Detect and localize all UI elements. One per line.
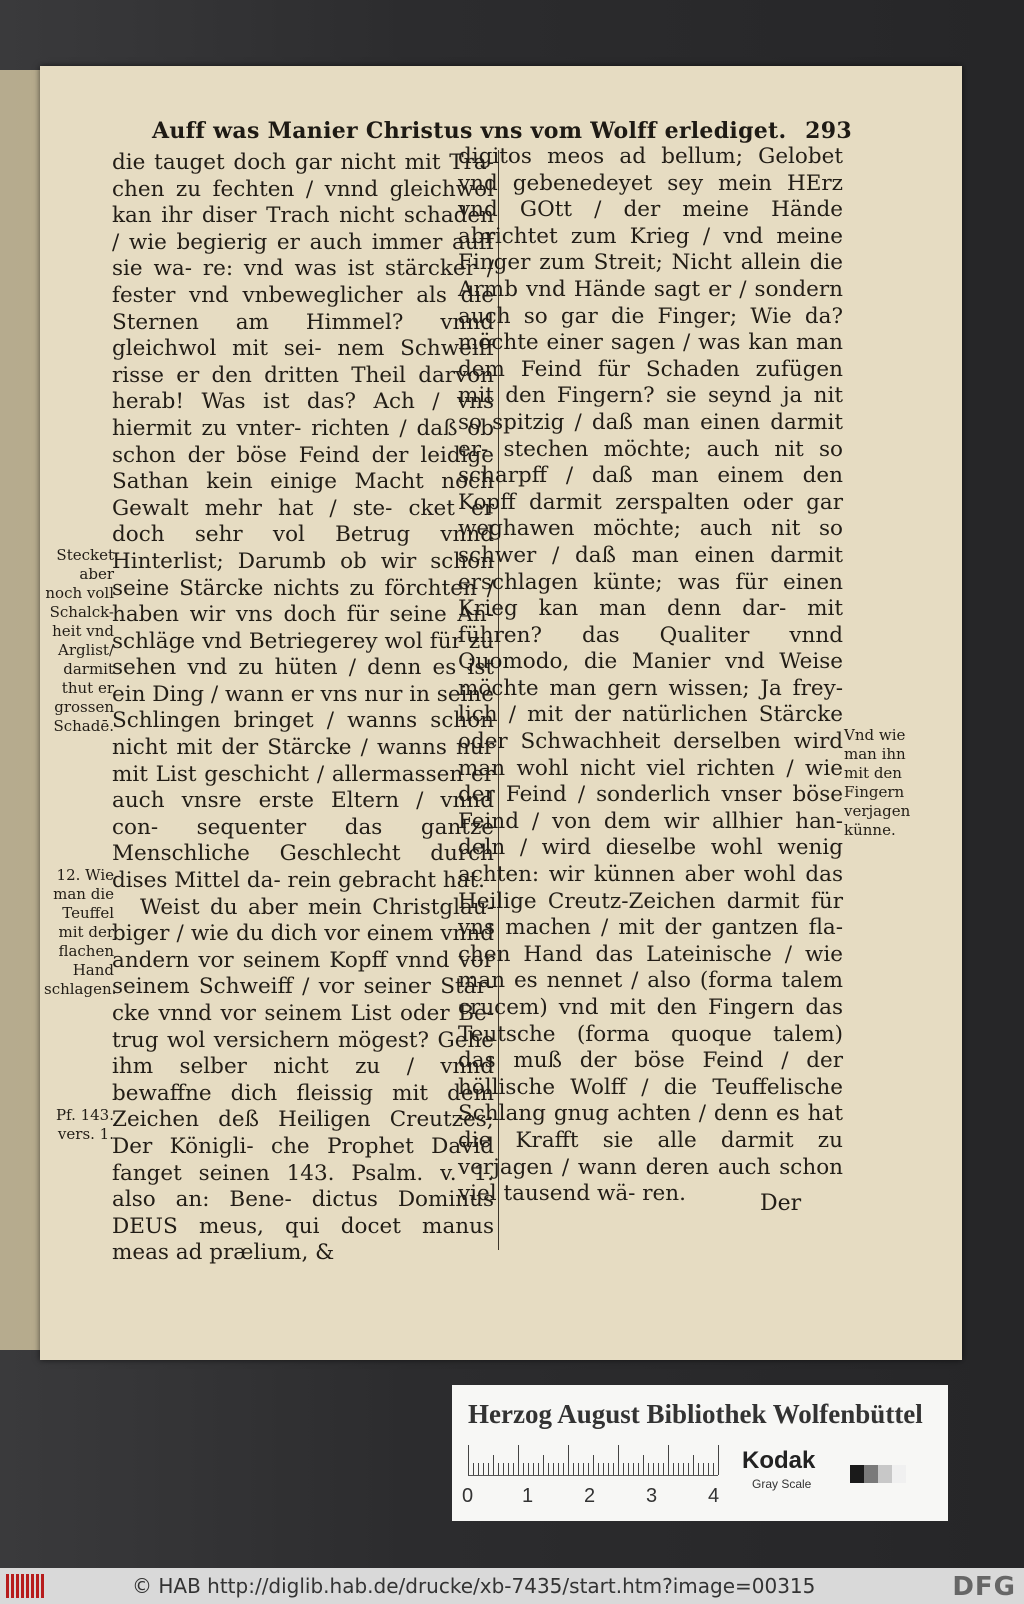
ruler-tick — [528, 1463, 529, 1475]
gray-swatch-white — [892, 1465, 906, 1483]
ruler-tick — [653, 1463, 654, 1475]
catchword: Der — [760, 1191, 802, 1216]
scale-ruler — [468, 1443, 718, 1476]
ruler-tick — [683, 1463, 684, 1475]
ruler-tick — [468, 1445, 469, 1475]
ruler-tick — [663, 1463, 664, 1475]
ruler-tick — [548, 1463, 549, 1475]
dfg-logo: DFG — [952, 1572, 1016, 1602]
ruler-tick — [618, 1445, 619, 1475]
left-paragraph-2: Weist du aber mein Christglau- biger / wie du dich vor einem vnnd andern vor seinem Kopff vnnd vor seinem Schweiff / vor seiner Stär- cke vnnd vor seinem List oder Be- trug wol versichern mögest? Gehe ihm selber nicht zu / vnnd bewaffne dich fleissig mit dem Zeichen deß Heiligen Creutzes; Der Königli- che Prophet David fanget seinen 143. Psalm. v. 1. also an: Bene- dictus Dominus DEUS meus, qui docet manus meas ad prælium, & — [112, 894, 494, 1266]
viewer-footer — [0, 1568, 1024, 1604]
ruler-tick — [563, 1463, 564, 1475]
book-page — [40, 66, 962, 1360]
margin-note-left-2: 12. Wie man die Teuffel mit der flachen Hand schlagen. — [44, 866, 117, 998]
right-column — [458, 144, 843, 1208]
ruler-tick — [678, 1463, 679, 1475]
ruler-tick — [708, 1463, 709, 1475]
library-label-card — [452, 1385, 948, 1521]
margin-note-right: Vnd wie man ihn mit den Fingern verjagen künne. — [844, 726, 911, 839]
left-column — [112, 150, 494, 1267]
ruler-tick — [493, 1455, 494, 1475]
ruler-number: 4 — [708, 1485, 720, 1507]
ruler-tick — [513, 1463, 514, 1475]
margin-note-left-1: Stecket aber noch voll Schalck- heit vnd Arglist/ darmit thut er grossen Schadē. — [45, 546, 114, 735]
ruler-tick — [588, 1463, 589, 1475]
ruler-tick — [498, 1463, 499, 1475]
ruler-tick — [703, 1463, 704, 1475]
ruler-tick — [518, 1445, 519, 1475]
ruler-tick — [538, 1463, 539, 1475]
ruler-tick — [673, 1463, 674, 1475]
ruler-number: 2 — [584, 1485, 596, 1507]
ruler-tick — [523, 1463, 524, 1475]
running-head-title: Auff was Manier Christus vns vom Wolff erlediget. — [152, 118, 787, 144]
ruler-tick — [473, 1463, 474, 1475]
ruler-tick — [543, 1455, 544, 1475]
ruler-tick — [508, 1463, 509, 1475]
ruler-tick — [658, 1463, 659, 1475]
ruler-tick — [608, 1463, 609, 1475]
ruler-tick — [718, 1445, 719, 1475]
kodak-logo: Kodak — [742, 1447, 816, 1474]
ruler-tick — [583, 1463, 584, 1475]
ruler-tick — [533, 1463, 534, 1475]
ruler-tick — [488, 1463, 489, 1475]
ruler-tick — [478, 1463, 479, 1475]
ruler-tick — [668, 1445, 669, 1475]
ruler-tick — [693, 1455, 694, 1475]
source-link[interactable]: © HAB http://diglib.hab.de/drucke/xb-7435/start.htm?image=00315 — [132, 1574, 816, 1598]
ruler-number: 0 — [462, 1485, 474, 1507]
ruler-tick — [568, 1445, 569, 1475]
ruler-tick — [623, 1463, 624, 1475]
ruler-tick — [483, 1463, 484, 1475]
ruler-tick — [503, 1463, 504, 1475]
ruler-tick — [688, 1463, 689, 1475]
ruler-tick — [713, 1463, 714, 1475]
ruler-number: 3 — [646, 1485, 658, 1507]
gray-swatch-light — [878, 1465, 892, 1483]
ruler-tick — [648, 1463, 649, 1475]
ruler-tick — [643, 1455, 644, 1475]
gray-swatch-dark — [850, 1465, 864, 1483]
ruler-tick — [573, 1463, 574, 1475]
gray-swatch-mid — [864, 1465, 878, 1483]
barcode-icon — [6, 1574, 46, 1598]
ruler-tick — [638, 1463, 639, 1475]
right-paragraph: digitos meos ad bellum; Gelobet vnd gebenedeyet sey mein HErz vnd GOtt / der meine Hände abrichtet zum Krieg / vnd meine Finger zum Streit; Nicht allein die Armb vnd Hände sagt er / sondern auch so gar die Finger; Wie da? möchte einer sagen / was kan man dem Feind für Schaden zufügen mit den Fingern? sie seynd ja nit so spitzig / daß man einen darmit er- stechen möchte; auch nit so scharpff / daß man einem den Kopff darmit zerspalten oder gar weghawen möchte; auch nit so schwer / daß man einen darmit erschlagen künte; was für einen Krieg kan man denn dar- mit führen? das Qualiter vnnd Quomodo, die Manier vnd Weise möchte man gern wissen; Ja frey- lich / mit der natürlichen Stärcke oder Schwachheit derselben wird man wohl nicht viel richten / wie der Feind / sonderlich vnser böse Feind / von dem wir allhier han- deln / wird dieselbe wohl wenig achten: wir künnen aber wohl das Heilige Creutz-Zeichen darmit für vns machen / mit der gantzen fla- chen Hand das Lateinische / wie man es nennet / also (forma talem crucem) vnd mit den Fingern das Teutsche (forma quoque talem) das muß der böse Feind / der höllische Wolff / die Teuffelische Schlang gnug achten / denn es hat die Krafft sie alle darmit zu verjagen / wann deren auch schon viel tausend wä- ren. — [458, 144, 843, 1207]
ruler-tick — [558, 1463, 559, 1475]
ruler-tick — [593, 1455, 594, 1475]
ruler-number: 1 — [522, 1485, 534, 1507]
running-head — [152, 118, 852, 144]
page-number: 293 — [805, 118, 852, 144]
ruler-tick — [613, 1463, 614, 1475]
ruler-tick — [578, 1463, 579, 1475]
ruler-tick — [628, 1463, 629, 1475]
gray-scale-label: Gray Scale — [752, 1477, 812, 1491]
ruler-tick — [553, 1463, 554, 1475]
ruler-tick — [598, 1463, 599, 1475]
library-name: Herzog August Bibliothek Wolfenbüttel — [468, 1399, 923, 1429]
ruler-tick — [633, 1463, 634, 1475]
left-paragraph-1: die tauget doch gar nicht mit Tra- chen zu fechten / vnnd gleichwol kan ihr diser Trach nicht schaden / wie begierig er auch immer auff sie wa- re: vnd was ist stärcker / fester vnd vnbeweglicher als die Sternen am Himmel? vnnd gleichwol mit sei- nem Schweiff risse er den dritten Theil darvon herab! Was ist das? Ach / vns hiermit zu vnter- richten / daß ob schon der böse Feind der leidige Sathan kein einige Macht noch Gewalt mehr hat / ste- cket er doch sehr vol Betrug vnnd Hinterlist; Darumb ob wir schon seine Stärcke nichts zu förchten / haben wir vns doch für seine An- schläge vnd Betriegerey wol für zu sehen vnd zu hüten / denn es ist ein Ding / wann er vns nur in seine Schlingen bringet / wanns schon nicht mit der Stärcke / wanns nur mit List geschicht / allermassen er auch vnsre erste Eltern / vnnd con- sequenter das gantze Menschliche Geschlecht durch dises Mittel da- rein gebracht hat. — [112, 150, 494, 894]
ruler-tick — [603, 1463, 604, 1475]
ruler-tick — [698, 1463, 699, 1475]
margin-reference: Pf. 143. vers. 1. — [55, 1106, 114, 1143]
